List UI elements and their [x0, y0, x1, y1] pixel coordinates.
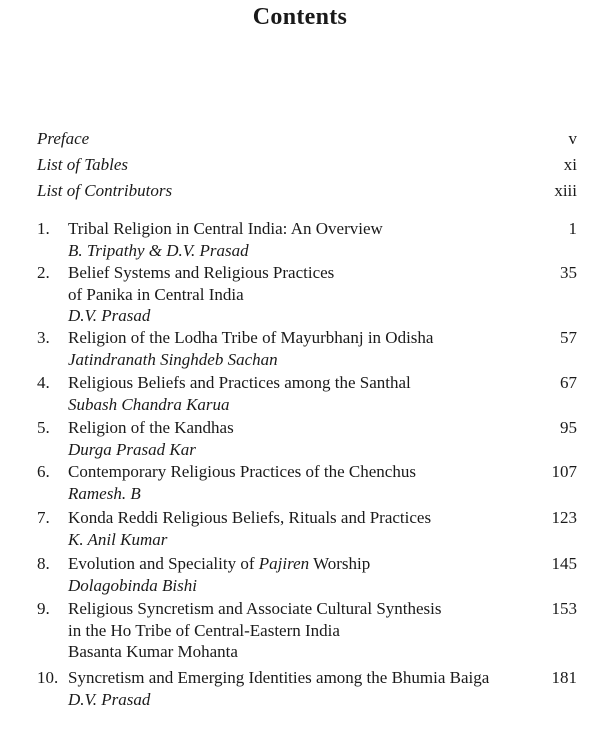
chapter-title: Syncretism and Emerging Identities among the Bhumia Baiga	[68, 668, 490, 687]
chapter-page: 153	[551, 599, 577, 618]
chapter-page: 57	[560, 328, 577, 347]
chapter-page: 181	[551, 668, 577, 687]
chapter-author: Basanta Kumar Mohanta	[68, 642, 238, 661]
chapter-page: 35	[560, 263, 577, 282]
chapter-title: Religion of the Lodha Tribe of Mayurbhanj in Odisha	[68, 328, 434, 347]
chapter-number: 5.	[37, 418, 50, 437]
chapter-author: D.V. Prasad	[68, 689, 151, 709]
chapter-author: D.V. Prasad	[68, 306, 151, 325]
chapter-title: Tribal Religion in Central India: An Overview	[68, 219, 383, 238]
chapter-number: 1.	[37, 219, 50, 238]
chapter-number: 2.	[37, 263, 50, 282]
chapter-title	[68, 553, 523, 575]
chapter-page: 123	[551, 508, 577, 527]
chapter-title: Contemporary Religious Practices of the Chenchus	[68, 462, 416, 481]
chapter-page: 1	[568, 219, 577, 238]
chapter-number: 6.	[37, 462, 50, 481]
chapter-title: Religion of the Kandhas	[68, 418, 234, 437]
chapter-title-start: Evolution and Speciality of	[68, 554, 259, 573]
chapter-page: 95	[560, 418, 577, 437]
chapter-number: 9.	[37, 599, 50, 618]
chapter-page: 67	[560, 373, 577, 392]
toc-front-label: Preface	[37, 129, 90, 148]
chapter-title: Religious Beliefs and Practices among the Santhal	[68, 373, 411, 392]
toc-front-list-of-tables[interactable]	[37, 154, 577, 176]
chapter-author: Jatindranath Singhdeb Sachan	[68, 349, 278, 369]
chapter-title-continued: in the Ho Tribe of Central-Eastern India	[68, 620, 340, 640]
toc-front-preface[interactable]	[37, 128, 577, 150]
toc-front-label: List of Tables	[37, 155, 129, 174]
chapter-number: 8.	[37, 554, 50, 573]
chapter-page: 107	[551, 462, 577, 481]
toc-front-label: List of Contributors	[37, 181, 173, 200]
toc-front-list-of-contributors[interactable]	[37, 180, 577, 202]
toc-front-page: v	[568, 129, 577, 148]
chapter-title: Konda Reddi Religious Beliefs, Rituals and Practices	[68, 508, 432, 527]
chapter-title-italic: Pajiren	[258, 554, 310, 573]
toc-front-page: xiii	[554, 181, 577, 200]
chapter-title-end: Worship	[309, 554, 371, 573]
toc-front-page: xi	[563, 155, 577, 174]
chapter-title-continued: of Panika in Central India	[68, 284, 244, 304]
chapter-author: Durga Prasad Kar	[68, 439, 196, 459]
chapter-number: 3.	[37, 328, 50, 347]
chapter-author: Ramesh. B	[68, 483, 141, 503]
chapter-author: B. Tripathy & D.V. Prasad	[68, 240, 249, 260]
chapter-title: Belief Systems and Religious Practices	[68, 263, 335, 282]
chapter-number: 7.	[37, 508, 50, 527]
chapter-title: Religious Syncretism and Associate Cultural Synthesis	[68, 599, 442, 618]
chapter-number: 10.	[37, 668, 59, 687]
chapter-author: Dolagobinda Bishi	[68, 575, 197, 595]
chapter-page: 145	[551, 554, 577, 573]
chapter-author: Subash Chandra Karua	[68, 394, 230, 414]
chapter-number: 4.	[37, 373, 50, 392]
chapter-author: K. Anil Kumar	[68, 529, 168, 549]
page-title: Contents	[252, 4, 348, 30]
